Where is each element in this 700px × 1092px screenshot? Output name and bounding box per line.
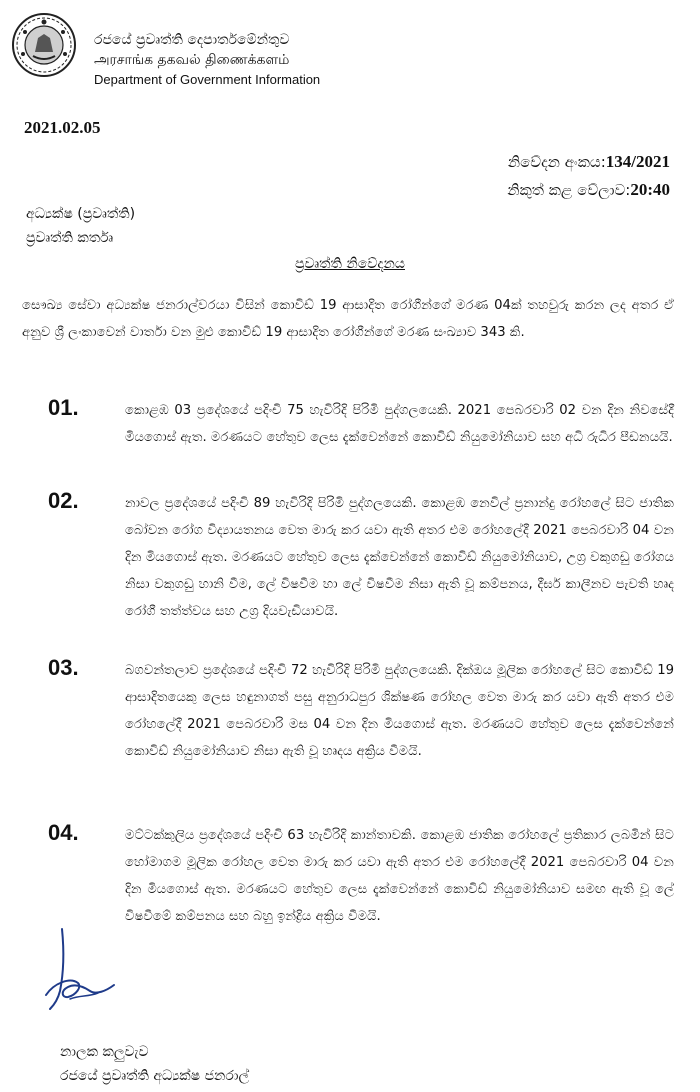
item-text: බගවන්තලාව ප්‍රදේශයේ පදිංචි 72 හැවිරිදි පිරිමි පුද්ගලයෙකි. දික්ඔය මූලික රෝහලේ සිට කොවිඩ් 19 ආසාදිතයෙකු ලෙස හඳුනාගත් පසු අනුරාධපුර ශික්ෂණ රෝහල වෙත මාරු කර යවා ඇති අතර එම රෝහලේදී 2021 පෙබරවාරි මස 04 වන දින මියගොස් ඇත. මරණයට හේතුව ලෙස දැක්වෙන්නේ කොවිඩ් නියුමෝනියාව නිසා ඇති වූ හෘදය අක්‍රිය වීමයි.: [125, 663, 674, 759]
org-name-sinhala: රජයේ ප්‍රවෘත්ති දෙපාර්තමේන්තුව: [94, 32, 290, 48]
signature-icon: [40, 925, 150, 1025]
item-number: 02.: [48, 488, 79, 513]
recipient-line-1: අධ්‍යක්ෂ (ප්‍රවෘත්ති): [26, 206, 136, 222]
document-title: [0, 256, 700, 272]
org-name-english: Department of Government Information: [94, 72, 321, 87]
document-title-text: ප්‍රවෘත්ති නිවේදනය: [295, 256, 405, 272]
release-number-value: 134/2021: [605, 152, 670, 171]
item-text: මට්ටක්කුලිය ප්‍රදේශයේ පදිංචි 63 හැවිරිදි කාන්තාවකි. කොළඹ ජාතික රෝහලේ ප්‍රතිකාර ලබමින් සිට හෝමාගම මූලික රෝහල වෙත මාරු කර යවා ඇති අතර එම රෝහලේදී 2021 පෙබරවාරි 04 වන දින මියගොස් ඇත. මරණයට හේතුව ලෙස දැක්වෙන්නේ කොවිඩ් නියුමෝනියාව සමඟ ඇති වූ ලේ විෂවීමේ කම්පනය සහ බහු ඉන්ද්‍රිය අක්‍රිය වීමයි.: [125, 828, 674, 924]
item-text: කොළඹ 03 ප්‍රදේශයේ පදිංචි 75 හැවිරිදි පිරිමි පුද්ගලයෙකි. 2021 පෙබරවාරි 02 වන දින නිවසේදී මියගොස් ඇත. මරණයට හේතුව ලෙස දැක්වෙන්නේ කොවිඩ් නියුමෝනියාව සහ අධි රුධිර පීඩනයයි.: [125, 403, 674, 445]
recipient-line-2: ප්‍රවෘත්ති කර්තෘ: [26, 230, 114, 246]
release-time-label: නිකුත් කළ වේලාව:: [507, 181, 631, 199]
intro-paragraph: සෞඛ්‍ය සේවා අධ්‍යක්ෂ ජනරාල්වරයා විසින් කොවිඩ් 19 ආසාදිත රෝගීන්ගේ මරණ 04ක් තහවුරු කරන ලද අතර ඒ අනුව ශ්‍රී ලංකාවෙන් වාර්තා වන මුළු කොවිඩ් 19 ආසාදිත රෝගීන්ගේ මරණ සංඛ්‍යාව 343 කි.: [22, 298, 674, 340]
release-time: [507, 180, 670, 200]
item-number: 04.: [48, 820, 79, 845]
item-number: 03.: [48, 655, 79, 680]
org-name-tamil: அரசாங்க தகவல் திணைக்களம்: [94, 52, 290, 68]
release-number: [508, 152, 670, 172]
government-emblem-icon: [11, 12, 77, 78]
release-time-value: 20:40: [630, 180, 670, 199]
signatory-name: නාලක කලුවැව: [60, 1044, 149, 1060]
signatory-designation: රජයේ ප්‍රවෘත්ති අධ්‍යක්ෂ ජනරාල්: [60, 1068, 250, 1084]
release-number-label: නිවේදන අංකය:: [507, 153, 606, 171]
item-number: 01.: [48, 395, 79, 420]
document-date: 2021.02.05: [24, 118, 101, 137]
item-text: නාවල ප්‍රදේශයේ පදිංචි 89 හැවිරිදි පිරිමි පුද්ගලයෙකි. කොළඹ නෙවිල් ප්‍රනාන්දු රෝහලේ සිට ජාතික බෝවන රෝග විද්‍යායතනය වෙත මාරු කර යවා ඇති අතර එම රෝහලේදී 2021 පෙබරවාරි 04 වන දින මියගොස් ඇත. මරණයට හේතුව ලෙස දැක්වෙන්නේ කොවිඩ් නියුමෝනියාව, උග්‍ර වකුගඩු රෝගය නිසා වකුගඩු හානි වීම, ලේ විෂවීම හා ලේ විෂවීම නිසා ඇති වූ කම්පනය, දීර්ඝ කාලීනව පැවති හෘද රෝගී තත්ත්වය සහ උග්‍ර දියවැඩියාවයි.: [125, 496, 674, 619]
